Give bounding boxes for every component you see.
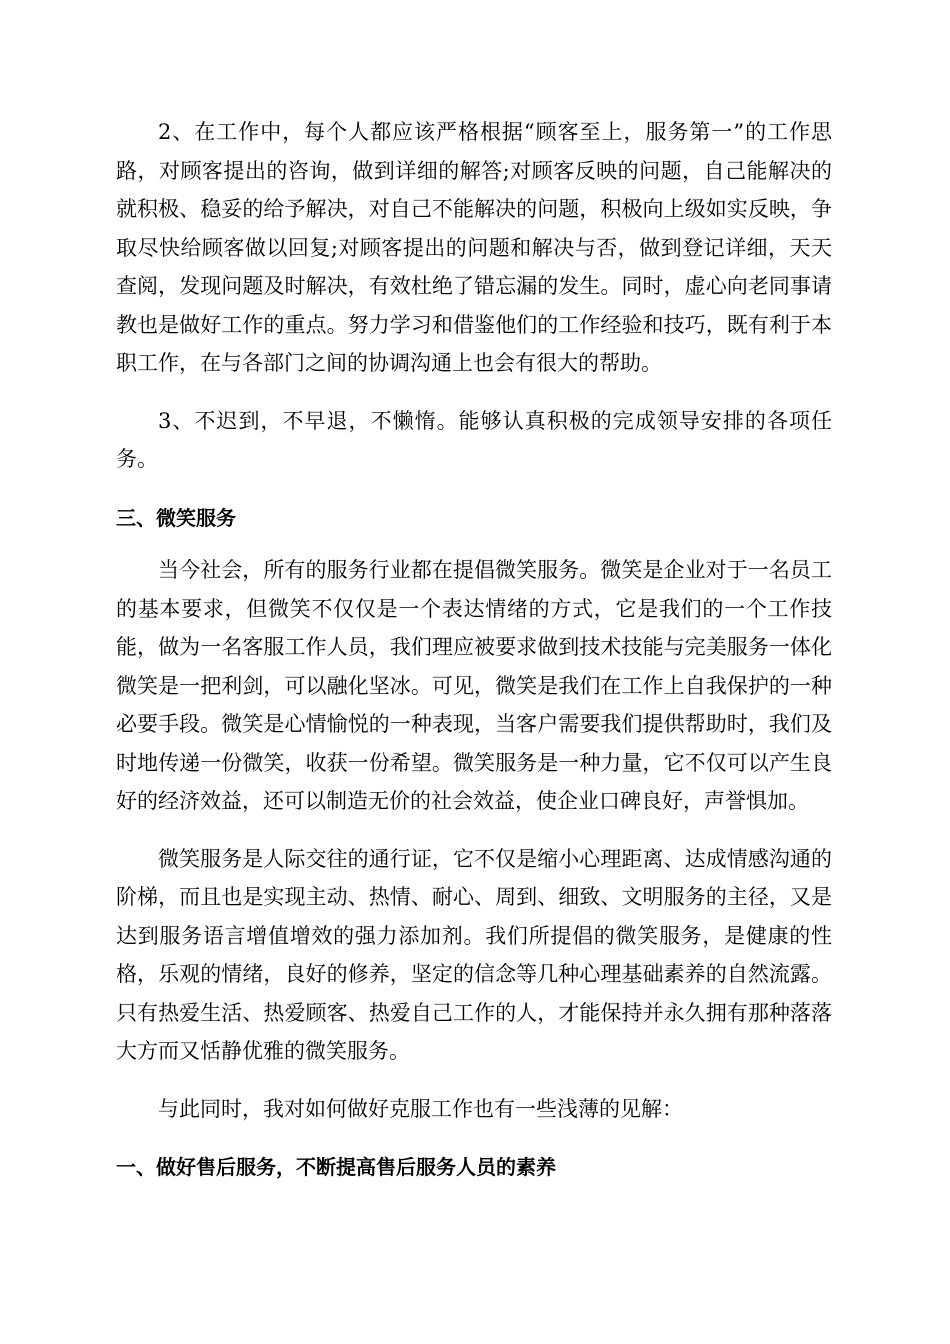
paragraph-smile-service-passport: 微笑服务是人际交往的通行证，它不仅是缩小心理距离、达成情感沟通的阶梯，而且也是实现主动、热情、耐心、周到、细致、文明服务的主径，又是达到服务语言增值增效的强力添加剂。我们所提倡的微笑服务，是健康的性格，乐观的情绪，良好的修养，坚定的信念等几种心理基础素养的自然流露。只有热爱生活、热爱顾客、热爱自己工作的人，才能保持并永久拥有那种落落大方而又恬静优雅的微笑服务。 [116,846,832,1063]
paragraph-smile-service-intro: 当今社会，所有的服务行业都在提倡微笑服务。微笑是企业对于一名员工的基本要求，但微笑不仅仅是一个表达情绪的方式，它是我们的一个工作技能，做为一名客服工作人员，我们理应被要求做到技术技能与完美服务一体化微笑是一把利剑，可以融化坚冰。可见，微笑是我们在工作上自我保护的一种必要手段。微笑是心情愉悦的一种表现，当客户需要我们提供帮助时，我们及时地传递一份微笑，收获一份希望。微笑服务是一种力量，它不仅可以产生良好的经济效益，还可以制造无价的社会效益，使企业口碑良好，声誉惧加。 [116,558,832,813]
paragraph-work-attitude: 2、在工作中，每个人都应该严格根据“顾客至上，服务第一”的工作思路，对顾客提出的咨询，做到详细的解答;对顾客反映的问题，自己能解决的就积极、稳妥的给予解决，对自己不能解决的问题，积极向上级如实反映，争取尽快给顾客做以回复;对顾客提出的问题和解决与否，做到登记详细，天天查阅，发现问题及时解决，有效杜绝了错忘漏的发生。同时，虚心向老同事请教也是做好工作的重点。努力学习和借鉴他们的工作经验和技巧，既有利于本职工作，在与各部门之间的协调沟通上也会有很大的帮助。 [116,120,832,375]
section-heading-after-sales: 一、做好售后服务，不断提高售后服务人员的素养 [116,1155,556,1179]
paragraph-punctuality: 3、不迟到，不早退，不懒惰。能够认真积极的完成领导安排的各项任务。 [116,408,832,471]
section-heading-smile-service: 三、微笑服务 [116,505,236,530]
paragraph-opinions-intro: 与此同时，我对如何做好克服工作也有一些浅薄的见解： [158,1096,683,1121]
